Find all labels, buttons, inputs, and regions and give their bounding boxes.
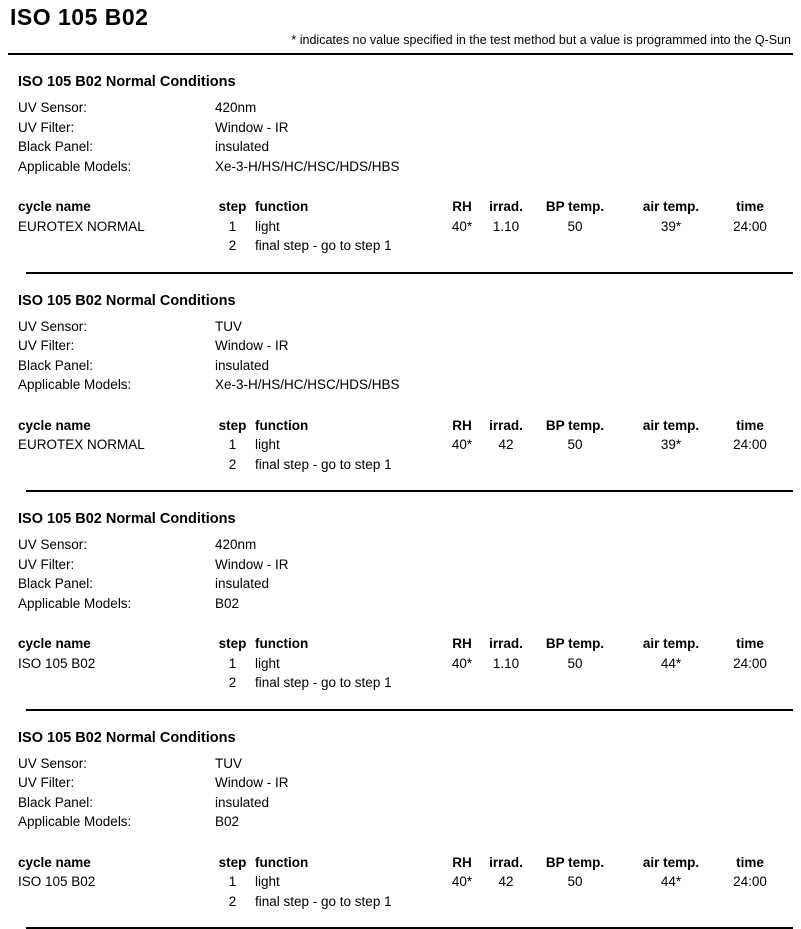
field-row-uv-filter (18, 118, 801, 138)
cell-air-temp: 44* (622, 654, 720, 674)
field-value: 420nm (215, 537, 256, 552)
field-label: UV Filter: (18, 555, 215, 575)
cell-step: 2 (210, 455, 255, 475)
cell-bp-temp: 50 (528, 217, 622, 237)
col-header-cycle-name: cycle name (18, 197, 210, 217)
col-header-function: function (255, 416, 440, 436)
cycle-table (18, 853, 780, 912)
cell-irrad: 1.10 (484, 217, 528, 237)
field-row-applicable-models (18, 157, 801, 177)
cell-irrad: 42 (484, 435, 528, 455)
field-value: B02 (215, 596, 239, 611)
field-label: Black Panel: (18, 137, 215, 157)
field-list (18, 317, 801, 395)
col-header-irrad: irrad. (484, 634, 528, 654)
table-header-row (18, 197, 780, 217)
cell-irrad: 42 (484, 872, 528, 892)
field-value: Xe-3-H/HS/HC/HSC/HDS/HBS (215, 159, 400, 174)
field-label: Black Panel: (18, 356, 215, 376)
col-header-time: time (720, 416, 780, 436)
table-header-row (18, 416, 780, 436)
field-row-uv-sensor (18, 535, 801, 555)
field-list (18, 98, 801, 176)
cell-time: 24:00 (720, 872, 780, 892)
cell-air-temp: 44* (622, 872, 720, 892)
cell-rh (440, 236, 484, 256)
cell-bp-temp: 50 (528, 872, 622, 892)
section-heading: ISO 105 B02 Normal Conditions (18, 512, 801, 527)
table-row (18, 654, 780, 674)
field-value: 420nm (215, 100, 256, 115)
col-header-step: step (210, 416, 255, 436)
field-row-applicable-models (18, 375, 801, 395)
cell-bp-temp (528, 673, 622, 693)
field-label: UV Filter: (18, 118, 215, 138)
field-row-uv-filter (18, 336, 801, 356)
field-value: insulated (215, 139, 269, 154)
col-header-step: step (210, 197, 255, 217)
document-header (0, 0, 801, 48)
cell-time (720, 673, 780, 693)
cell-function: light (255, 654, 440, 674)
field-row-applicable-models (18, 812, 801, 832)
cell-function: light (255, 435, 440, 455)
cell-function: final step - go to step 1 (255, 673, 440, 693)
cell-irrad: 1.10 (484, 654, 528, 674)
col-header-irrad: irrad. (484, 416, 528, 436)
table-row (18, 872, 780, 892)
field-row-uv-filter (18, 773, 801, 793)
field-value: TUV (215, 756, 242, 771)
col-header-rh: RH (440, 197, 484, 217)
cell-air-temp (622, 892, 720, 912)
col-header-function: function (255, 197, 440, 217)
col-header-rh: RH (440, 853, 484, 873)
cell-function: final step - go to step 1 (255, 236, 440, 256)
col-header-bp-temp: BP temp. (528, 416, 622, 436)
condition-section (0, 492, 801, 711)
table-row (18, 673, 780, 693)
field-label: Applicable Models: (18, 375, 215, 395)
cell-rh (440, 892, 484, 912)
cell-air-temp (622, 236, 720, 256)
field-row-black-panel (18, 137, 801, 157)
cell-cycle-name (18, 455, 210, 475)
col-header-bp-temp: BP temp. (528, 634, 622, 654)
field-list (18, 535, 801, 613)
table-row (18, 217, 780, 237)
cell-cycle-name: EUROTEX NORMAL (18, 435, 210, 455)
col-header-function: function (255, 634, 440, 654)
cell-step: 1 (210, 872, 255, 892)
cell-time: 24:00 (720, 435, 780, 455)
cycle-table (18, 416, 780, 475)
col-header-time: time (720, 853, 780, 873)
col-header-irrad: irrad. (484, 197, 528, 217)
cell-rh (440, 673, 484, 693)
col-header-air-temp: air temp. (622, 416, 720, 436)
field-label: UV Sensor: (18, 98, 215, 118)
field-value: insulated (215, 795, 269, 810)
col-header-cycle-name: cycle name (18, 416, 210, 436)
field-value: TUV (215, 319, 242, 334)
col-header-air-temp: air temp. (622, 634, 720, 654)
field-value: insulated (215, 576, 269, 591)
page-title: ISO 105 B02 (10, 4, 801, 30)
col-header-air-temp: air temp. (622, 853, 720, 873)
cell-function: final step - go to step 1 (255, 892, 440, 912)
cell-time (720, 236, 780, 256)
field-row-black-panel (18, 574, 801, 594)
col-header-step: step (210, 853, 255, 873)
col-header-step: step (210, 634, 255, 654)
condition-section (0, 711, 801, 929)
field-value: Xe-3-H/HS/HC/HSC/HDS/HBS (215, 377, 400, 392)
cell-function: final step - go to step 1 (255, 455, 440, 475)
cell-bp-temp: 50 (528, 654, 622, 674)
table-row (18, 892, 780, 912)
cell-function: light (255, 872, 440, 892)
cell-rh: 40* (440, 654, 484, 674)
field-row-uv-filter (18, 555, 801, 575)
col-header-bp-temp: BP temp. (528, 197, 622, 217)
table-row (18, 236, 780, 256)
section-heading: ISO 105 B02 Normal Conditions (18, 75, 801, 90)
cell-rh: 40* (440, 217, 484, 237)
cell-cycle-name: EUROTEX NORMAL (18, 217, 210, 237)
field-label: Applicable Models: (18, 157, 215, 177)
field-row-uv-sensor (18, 754, 801, 774)
cell-step: 1 (210, 217, 255, 237)
cell-irrad (484, 236, 528, 256)
field-value: Window - IR (215, 338, 289, 353)
col-header-time: time (720, 634, 780, 654)
cell-bp-temp (528, 236, 622, 256)
field-row-black-panel (18, 356, 801, 376)
section-heading: ISO 105 B02 Normal Conditions (18, 731, 801, 746)
cell-cycle-name (18, 892, 210, 912)
cell-air-temp: 39* (622, 435, 720, 455)
table-header-row (18, 634, 780, 654)
cell-time (720, 892, 780, 912)
col-header-air-temp: air temp. (622, 197, 720, 217)
cycle-table (18, 197, 780, 256)
cell-time (720, 455, 780, 475)
cell-step: 1 (210, 654, 255, 674)
field-label: UV Filter: (18, 336, 215, 356)
field-label: UV Sensor: (18, 535, 215, 555)
cell-irrad (484, 892, 528, 912)
col-header-irrad: irrad. (484, 853, 528, 873)
col-header-time: time (720, 197, 780, 217)
field-label: UV Sensor: (18, 317, 215, 337)
table-header-row (18, 853, 780, 873)
footnote-text: * indicates no value specified in the test method but a value is programmed into the Q-Sun (0, 33, 791, 48)
cell-rh (440, 455, 484, 475)
field-label: UV Sensor: (18, 754, 215, 774)
field-label: Applicable Models: (18, 812, 215, 832)
table-row (18, 455, 780, 475)
cell-time: 24:00 (720, 217, 780, 237)
cell-function: light (255, 217, 440, 237)
cell-step: 2 (210, 673, 255, 693)
field-label: Applicable Models: (18, 594, 215, 614)
field-value: Window - IR (215, 557, 289, 572)
cell-bp-temp: 50 (528, 435, 622, 455)
condition-section (0, 55, 801, 274)
cell-cycle-name: ISO 105 B02 (18, 654, 210, 674)
cell-cycle-name (18, 236, 210, 256)
cell-cycle-name (18, 673, 210, 693)
field-value: B02 (215, 814, 239, 829)
col-header-bp-temp: BP temp. (528, 853, 622, 873)
condition-section (0, 274, 801, 493)
field-row-uv-sensor (18, 317, 801, 337)
cell-time: 24:00 (720, 654, 780, 674)
field-row-applicable-models (18, 594, 801, 614)
field-row-black-panel (18, 793, 801, 813)
field-label: Black Panel: (18, 574, 215, 594)
sections-container (0, 55, 801, 929)
table-row (18, 435, 780, 455)
col-header-cycle-name: cycle name (18, 634, 210, 654)
field-value: Window - IR (215, 775, 289, 790)
section-heading: ISO 105 B02 Normal Conditions (18, 294, 801, 309)
field-value: Window - IR (215, 120, 289, 135)
cell-bp-temp (528, 892, 622, 912)
cell-irrad (484, 455, 528, 475)
field-list (18, 754, 801, 832)
cell-step: 2 (210, 892, 255, 912)
field-value: insulated (215, 358, 269, 373)
cycle-table (18, 634, 780, 693)
col-header-rh: RH (440, 634, 484, 654)
field-row-uv-sensor (18, 98, 801, 118)
col-header-function: function (255, 853, 440, 873)
cell-rh: 40* (440, 435, 484, 455)
cell-air-temp (622, 455, 720, 475)
col-header-cycle-name: cycle name (18, 853, 210, 873)
cell-step: 2 (210, 236, 255, 256)
cell-rh: 40* (440, 872, 484, 892)
field-label: UV Filter: (18, 773, 215, 793)
cell-step: 1 (210, 435, 255, 455)
field-label: Black Panel: (18, 793, 215, 813)
cell-air-temp: 39* (622, 217, 720, 237)
cell-air-temp (622, 673, 720, 693)
cell-cycle-name: ISO 105 B02 (18, 872, 210, 892)
cell-irrad (484, 673, 528, 693)
col-header-rh: RH (440, 416, 484, 436)
cell-bp-temp (528, 455, 622, 475)
